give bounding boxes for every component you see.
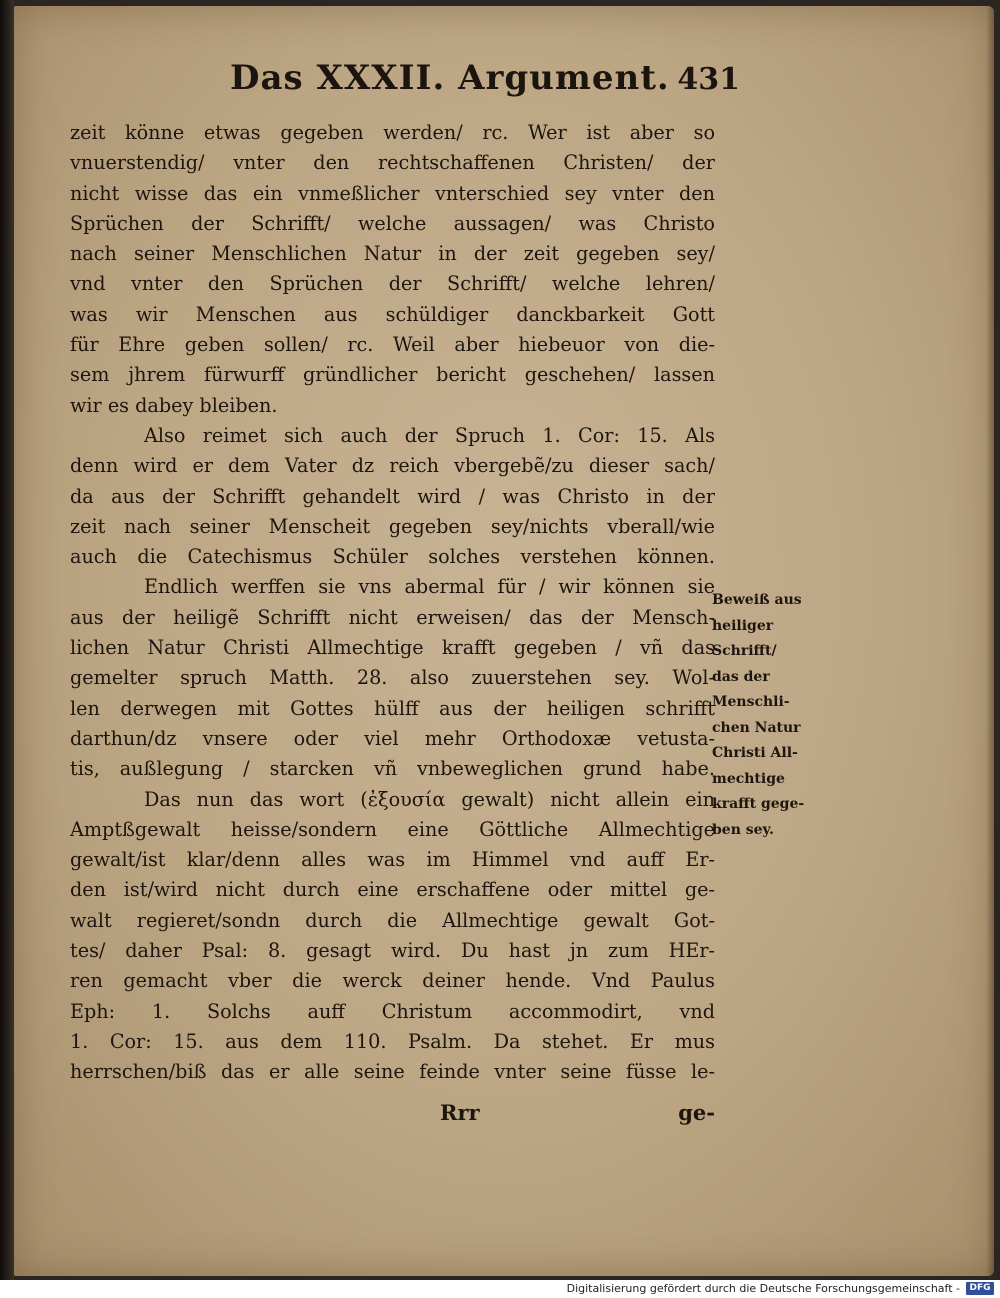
text-line: zeit könne etwas gegeben werden/ rc. Wer ist aber so bbox=[70, 121, 715, 144]
page-edge-shadow bbox=[986, 6, 994, 1276]
text-line: Amptßgewalt heisse/sondern eine Göttliche Allmechtige bbox=[70, 817, 715, 841]
text-line: sem jhrem fürwurff gründlicher bericht geschehen/ lassen bbox=[70, 363, 715, 387]
catchword: ge- bbox=[678, 1100, 715, 1125]
text-line: vnuerstendig/ vnter den rechtschaffenen Christen/ der bbox=[70, 151, 715, 175]
text-line: walt regieret/sondn durch die Allmechtige gewalt Got- bbox=[70, 908, 715, 932]
margin-note-line: das der bbox=[712, 668, 770, 685]
text-line: vnd vnter den Sprüchen der Schrifft/ welche lehren/ bbox=[70, 272, 715, 296]
text-line: herrschen/biß das er alle seine feinde vnter seine füsse le- bbox=[70, 1060, 715, 1084]
margin-note-line: Beweiß aus bbox=[712, 592, 802, 608]
credit-text: Digitalisierung gefördert durch die Deutsche Forschungsgemeinschaft - bbox=[566, 1282, 960, 1295]
text-line: 1. Cor: 15. aus dem 110. Psalm. Da stehet. Er mus bbox=[70, 1029, 715, 1053]
text-line: nicht wisse das ein vnmeßlicher vnterschied sey vnter den bbox=[70, 181, 715, 205]
text-line: gemelter spruch Matth. 28. also zuuerstehen sey. Wol- bbox=[70, 666, 715, 690]
text-line: nach seiner Menschlichen Natur in der zeit gegeben sey/ bbox=[70, 242, 715, 266]
paragraph-start-line: Das nun das wort (ἐξουσία gewalt) nicht allein ein bbox=[144, 787, 715, 811]
text-line: len derwegen mit Gottes hülff aus der heiligen schrifft bbox=[70, 696, 715, 720]
margin-note-line: Christi All- bbox=[712, 745, 798, 761]
text-line: gewalt/ist klar/denn alles was im Himmel vnd auff Er- bbox=[70, 848, 715, 872]
paragraph-start-line: Endlich werffen sie vns abermal für / wir können sie bbox=[144, 575, 715, 599]
text-line: ren gemacht vber die werck deiner hende. Vnd Paulus bbox=[70, 969, 715, 993]
margin-note-line: Schrifft/ bbox=[712, 643, 777, 659]
text-line: was wir Menschen aus schüldiger danckbarkeit Gott bbox=[70, 302, 715, 326]
margin-note-line: chen Natur bbox=[712, 719, 801, 736]
text-line: zeit nach seiner Menscheit gegeben sey/nichts vberall/wie bbox=[70, 514, 715, 538]
dfg-logo-icon: DFG bbox=[966, 1282, 994, 1295]
running-head bbox=[200, 58, 740, 110]
margin-note-line: heiliger bbox=[712, 617, 774, 634]
text-line: Sprüchen der Schrifft/ welche aussagen/ was Christo bbox=[70, 211, 715, 235]
paragraph-start-line: Also reimet sich auch der Spruch 1. Cor: 15. Als bbox=[144, 423, 715, 447]
margin-note-line: krafft gege- bbox=[712, 796, 805, 812]
text-line: aus der heiligẽ Schrifft nicht erweisen/ das der Mensch- bbox=[70, 605, 715, 629]
text-line: lichen Natur Christi Allmechtige krafft gegeben / vñ das bbox=[70, 636, 715, 660]
book-binding-edge bbox=[0, 0, 14, 1280]
text-line: darthun/dz vnsere oder viel mehr Orthodoxæ vetusta- bbox=[70, 726, 715, 750]
text-line: da aus der Schrifft gehandelt wird / was Christo in der bbox=[70, 484, 715, 508]
page-footer bbox=[70, 1100, 715, 1140]
text-line: den ist/wird nicht durch eine erschaffene oder mittel ge- bbox=[70, 878, 715, 902]
margin-note bbox=[712, 588, 832, 843]
text-line: tes/ daher Psal: 8. gesagt wird. Du hast jn zum HEr- bbox=[70, 939, 715, 963]
page-number: 431 bbox=[677, 62, 740, 97]
text-line: für Ehre geben sollen/ rc. Weil aber hiebeuor von die- bbox=[70, 333, 715, 357]
digitization-credit-bar bbox=[0, 1280, 1000, 1298]
text-line: auch die Catechismus Schüler solches verstehen können. bbox=[70, 545, 715, 569]
body-text bbox=[70, 118, 715, 1088]
text-line: Eph: 1. Solchs auff Christum accommodirt, vnd bbox=[70, 999, 715, 1023]
margin-note-line: mechtige bbox=[712, 770, 785, 787]
signature-mark: Rrr bbox=[440, 1100, 480, 1125]
margin-note-line: Menschli- bbox=[712, 694, 790, 710]
text-line: wir es dabey bleiben. bbox=[70, 393, 278, 417]
text-line: tis, außlegung / starcken vñ vnbeweglichen grund habe. bbox=[70, 757, 715, 781]
text-line: denn wird er dem Vater dz reich vbergebẽ/zu dieser sach/ bbox=[70, 454, 715, 478]
running-title: Das XXXII. Argument. bbox=[230, 58, 670, 98]
margin-note-line: ben sey. bbox=[712, 821, 774, 838]
